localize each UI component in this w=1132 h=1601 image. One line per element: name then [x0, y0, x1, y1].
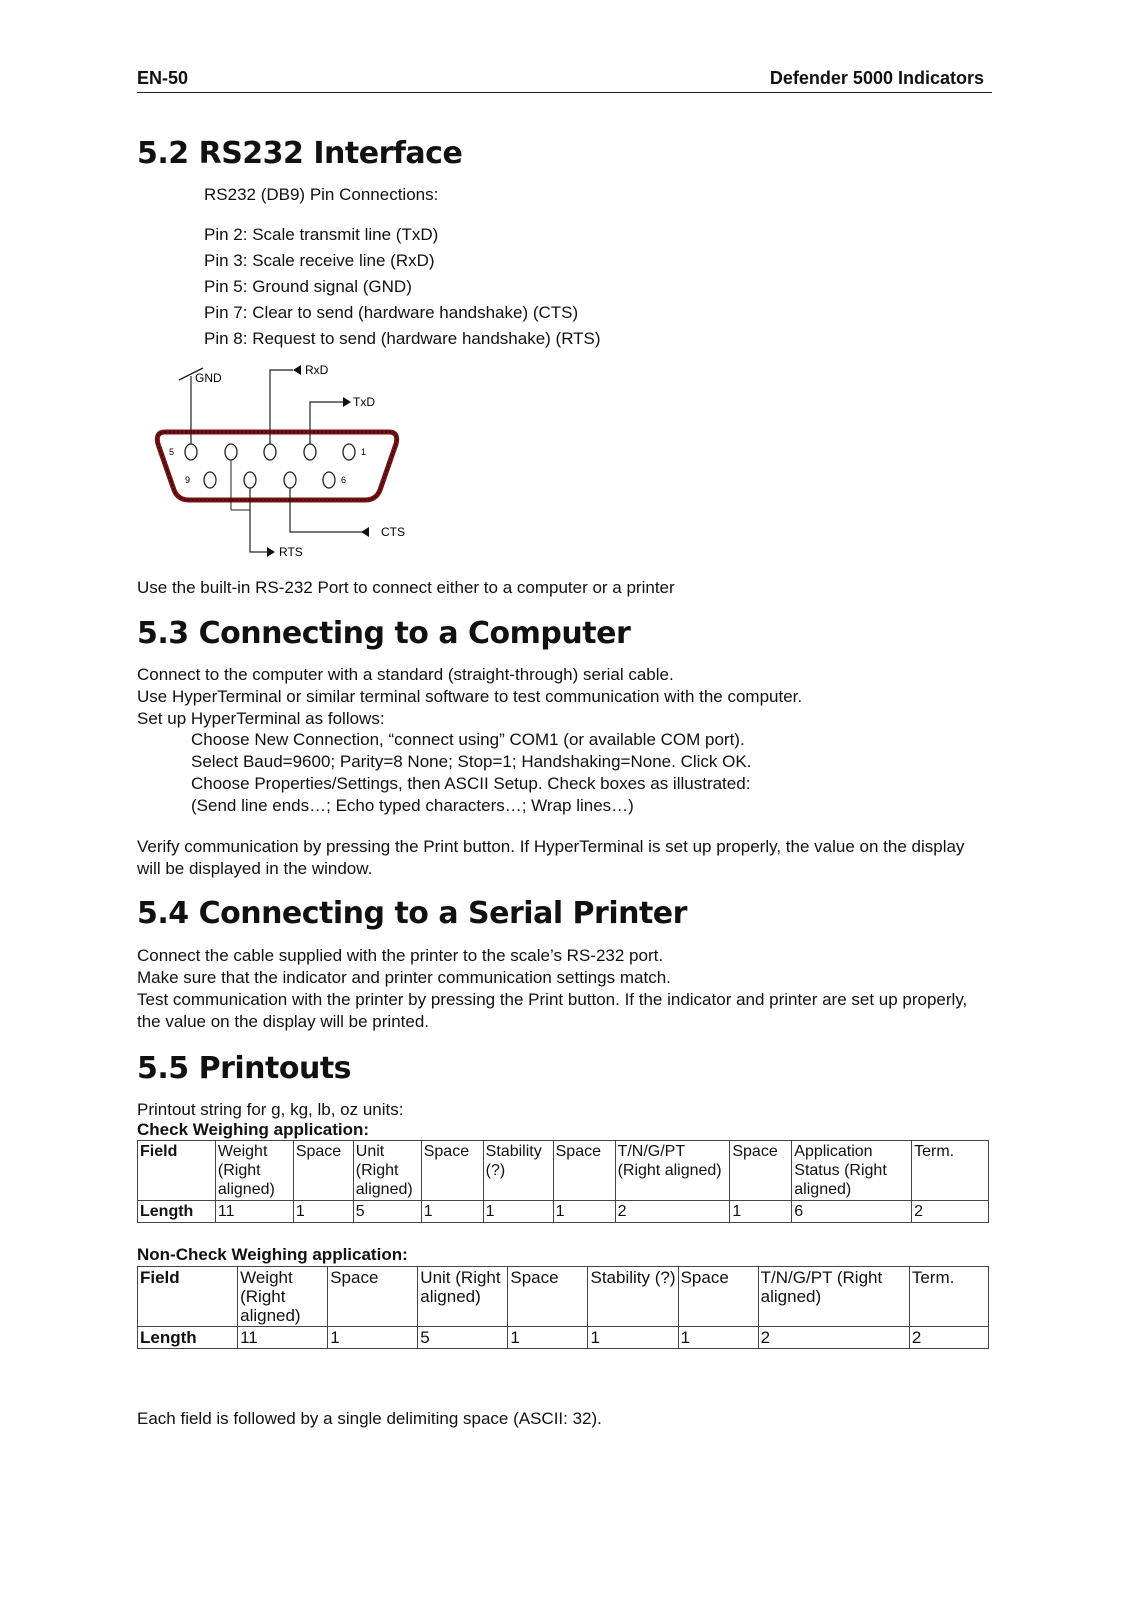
- setup-step: Select Baud=9600; Parity=8 None; Stop=1; Handshaking=None. Click OK.: [191, 752, 752, 771]
- setup-step: Choose Properties/Settings, then ASCII Setup. Check boxes as illustrated:: [191, 774, 751, 793]
- check-weighing-title: Check Weighing application:: [137, 1120, 370, 1139]
- table-cell: 2: [758, 1327, 909, 1349]
- table-cell: 5: [418, 1327, 508, 1349]
- table-cell: 1: [483, 1201, 553, 1223]
- setup-step: (Send line ends…; Echo typed characters…; Wrap lines…): [191, 796, 634, 815]
- section-5-4-title: 5.4 Connecting to a Serial Printer: [137, 896, 687, 931]
- field-row: [138, 1141, 989, 1201]
- text-line: Use HyperTerminal or similar terminal software to test communication with the computer.: [137, 687, 803, 706]
- pin-1: [343, 444, 355, 460]
- table-cell: 1: [553, 1201, 615, 1223]
- rs232-note: Use the built-in RS-232 Port to connect either to a computer or a printer: [137, 578, 675, 597]
- table-cell: Space: [730, 1141, 792, 1201]
- table-cell: 1: [421, 1201, 483, 1223]
- pin-line: Pin 7: Clear to send (hardware handshake) (CTS): [204, 303, 579, 322]
- gnd-label: GND: [195, 371, 222, 385]
- field-row: [138, 1267, 989, 1327]
- table-cell: Term.: [909, 1267, 988, 1327]
- pin-9: [204, 472, 216, 488]
- section-5-2-title: 5.2 RS232 Interface: [137, 136, 463, 171]
- table-cell: 11: [238, 1327, 328, 1349]
- txd-label: TxD: [353, 395, 375, 409]
- table-cell: 1: [588, 1327, 678, 1349]
- table-cell: 11: [215, 1201, 293, 1223]
- text-line: Connect the cable supplied with the printer to the scale’s RS-232 port.: [137, 946, 664, 965]
- doc-title: Defender 5000 Indicators: [769, 68, 984, 88]
- page-id: EN-50: [137, 68, 189, 88]
- field-label: Field: [138, 1267, 238, 1327]
- delimiter-note: Each field is followed by a single delimiting space (ASCII: 32).: [137, 1409, 602, 1428]
- table-cell: Space: [508, 1267, 588, 1327]
- pin-number: 5: [169, 447, 175, 457]
- table-cell: Term.: [912, 1141, 989, 1201]
- printer-test-paragraph: Test communication with the printer by pressing the Print button. If the indicator and printer are set up properly, the value on the display will be printed.: [137, 990, 968, 1031]
- text-line: Make sure that the indicator and printer communication settings match.: [137, 968, 671, 987]
- table-cell: Space: [553, 1141, 615, 1201]
- table-cell: Weight (Right aligned): [215, 1141, 293, 1201]
- table-cell: Space: [328, 1267, 418, 1327]
- table-cell: Application Status (Right aligned): [792, 1141, 912, 1201]
- table-cell: Stability (?): [483, 1141, 553, 1201]
- field-label: Field: [138, 1141, 216, 1201]
- rxd-label: RxD: [305, 363, 329, 377]
- table-cell: 1: [508, 1327, 588, 1349]
- length-label: Length: [138, 1201, 216, 1223]
- rxd-arrow: [293, 365, 301, 375]
- pin-line: Pin 2: Scale transmit line (TxD): [204, 225, 439, 244]
- printout-intro: Printout string for g, kg, lb, oz units:: [137, 1100, 404, 1119]
- table-cell: 2: [909, 1327, 988, 1349]
- pin-number: 6: [341, 475, 347, 485]
- pin-2: [304, 444, 316, 460]
- pin-4: [225, 444, 237, 460]
- verify-paragraph: Verify communication by pressing the Print button. If HyperTerminal is set up properly, the value on the display will be displayed in the window.: [137, 837, 965, 878]
- pin-line: Pin 3: Scale receive line (RxD): [204, 251, 435, 270]
- table-cell: Stability (?): [588, 1267, 678, 1327]
- cts-arrow: [361, 527, 369, 537]
- db9-connector-diagram: [147, 360, 407, 575]
- setup-step: Choose New Connection, “connect using” COM1 (or available COM port).: [191, 730, 745, 749]
- section-5-3-title: 5.3 Connecting to a Computer: [137, 616, 631, 651]
- pin-number: 1: [361, 447, 367, 457]
- non-check-weighing-title: Non-Check Weighing application:: [137, 1245, 408, 1264]
- page-header: [137, 66, 992, 93]
- table-cell: 1: [328, 1327, 418, 1349]
- pin-6: [323, 472, 335, 488]
- cts-label: CTS: [381, 525, 405, 539]
- pin-5: [185, 444, 197, 460]
- table-cell: 1: [730, 1201, 792, 1223]
- text-line: Connect to the computer with a standard (straight-through) serial cable.: [137, 665, 674, 684]
- table-cell: Space: [678, 1267, 758, 1327]
- length-row: [138, 1201, 989, 1223]
- table-cell: Space: [421, 1141, 483, 1201]
- table-cell: Space: [293, 1141, 353, 1201]
- txd-arrow: [343, 397, 351, 407]
- pin-line: Pin 5: Ground signal (GND): [204, 277, 412, 296]
- pin-3: [264, 444, 276, 460]
- table-cell: Unit (Right aligned): [353, 1141, 421, 1201]
- pin-7: [284, 472, 296, 488]
- length-row: [138, 1327, 989, 1349]
- pin-number: 9: [185, 475, 191, 485]
- rts-label: RTS: [279, 545, 303, 559]
- pin-line: Pin 8: Request to send (hardware handshake) (RTS): [204, 329, 601, 348]
- table-cell: 1: [293, 1201, 353, 1223]
- connector-shell: [157, 432, 396, 500]
- length-label: Length: [138, 1327, 238, 1349]
- table-cell: 5: [353, 1201, 421, 1223]
- table-cell: 2: [615, 1201, 730, 1223]
- table-cell: T/N/G/PT (Right aligned): [615, 1141, 730, 1201]
- check-weighing-table: [137, 1140, 989, 1223]
- table-cell: 6: [792, 1201, 912, 1223]
- table-cell: 2: [912, 1201, 989, 1223]
- text-line: Set up HyperTerminal as follows:: [137, 709, 385, 728]
- table-cell: Unit (Right aligned): [418, 1267, 508, 1327]
- pin-8: [244, 472, 256, 488]
- non-check-weighing-table: [137, 1266, 989, 1349]
- table-cell: 1: [678, 1327, 758, 1349]
- pin-intro: RS232 (DB9) Pin Connections:: [204, 185, 439, 204]
- table-cell: Weight (Right aligned): [238, 1267, 328, 1327]
- rts-arrow: [267, 547, 275, 557]
- table-cell: T/N/G/PT (Right aligned): [758, 1267, 909, 1327]
- section-5-5-title: 5.5 Printouts: [137, 1051, 352, 1086]
